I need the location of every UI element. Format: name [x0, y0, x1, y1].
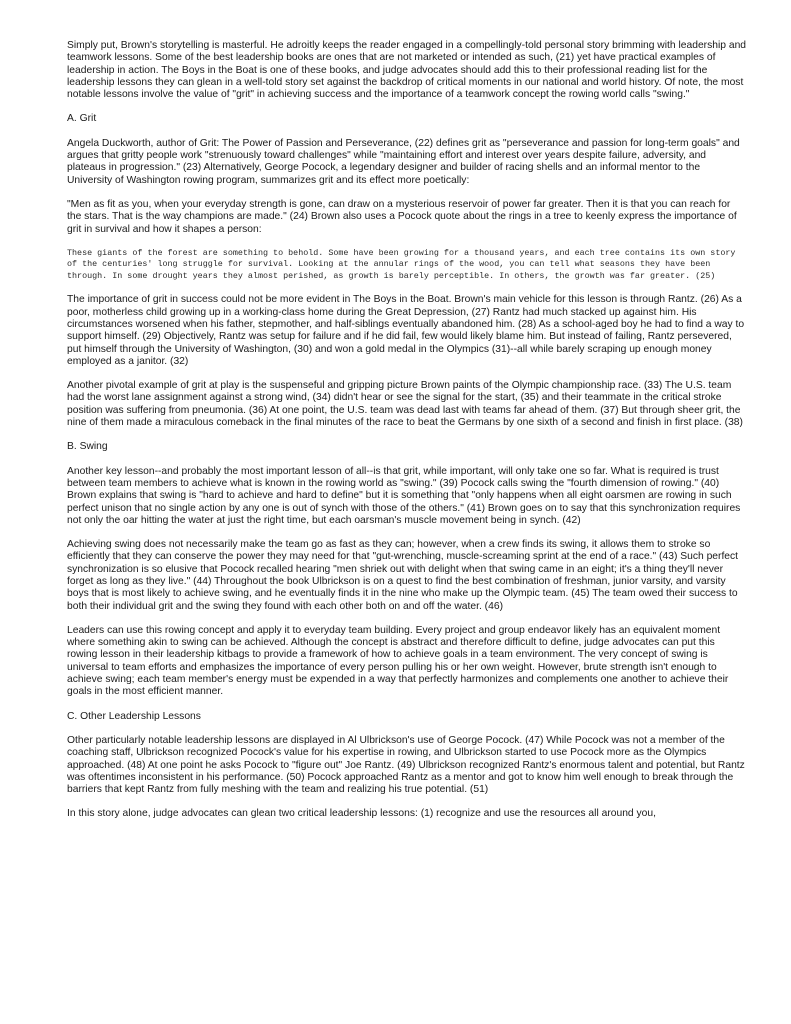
paragraph-rantz: The importance of grit in success could not be more evident in The Boys in the Boat. Brown's main vehicle for this lesson is through Rantz. (26) As a poor, motherless child growing up in a working-class home during the Great Depression, (27) Rantz had much stacked up against him. His circumstances worsened when his father, stepmother, and half-siblings eventually abandoned him. (28) As a school-aged boy he had to find a way to support himself. (29) Objectively, Rantz was setup for failure and if he did fail, few would likely blame him. But instead of failing, Rantz persevered, put himself through the University of Washington, (30) and won a gold medal in the Olympics (31)--all while barely scraping up enough money employed as a janitor. (32) — [67, 294, 745, 367]
document-page — [67, 40, 747, 833]
paragraph-critical-lessons: In this story alone, judge advocates can glean two critical leadership lessons: (1) recognize and use the resources all around you, — [67, 808, 656, 820]
block-quote-forest: These giants of the forest are something to behold. Some have been growing for a thousand years, and each tree contains its own story of the centuries' long struggle for survival. Looking at the annular rings of the wood, you can tell what seasons they have been through. In some drought years they almost perished, as growth is barely perceptible. In others, the growth was far greater. (25) — [67, 247, 736, 281]
paragraph-olympic-race: Another pivotal example of grit at play is the suspenseful and gripping picture Brown paints of the Olympic championship race. (33) The U.S. team had the worst lane assignment against a strong wind, (34) didn't hear or see the signal for the start, (35) and their teammate in the critical stroke position was suffering from pneumonia. (36) At one point, the U.S. team was dead last with teams far ahead of them. (37) But through sheer grit, the nine of them made a miraculous comeback in the final minutes of the race to beat the Germans by one sixth of a second and finish in first place. (38) — [67, 380, 743, 429]
section-heading-grit: A. Grit — [67, 113, 97, 125]
paragraph-intro: Simply put, Brown's storytelling is masterful. He adroitly keeps the reader engaged in a compellingly-told personal story brimming with leadership and teamwork lessons. Some of the best leadership books are ones that are not marketed or intended as such, (21) yet have practical examples of leadership in action. The Boys in the Boat is one of these books, and judge advocates should add this to their professional reading list for the leadership lessons they can glean in a well-told story set against the backdrop of critical moments in our national and world history. Of note, the most notable lessons involve the value of "grit" in achieving success and the importance of a teamwork concept the rowing world calls "swing." — [67, 40, 747, 101]
paragraph-ulbrickson-pocock: Other particularly notable leadership lessons are displayed in Al Ulbrickson's use of George Pocock. (47) While Pocock was not a member of the coaching staff, Ulbrickson recognized Pocock's value for his expertise in rowing, and Ulbrickson started to use Pocock more as the Olympics approached. (48) At one point he asks Pocock to "figure out" Joe Rantz. (49) Ulbrickson recognized Rantz's enormous talent and potential, but Rantz was oftentimes inconsistent in his performance. (50) Pocock approached Rantz as a mentor and got to know him well enough to break through the barriers that kept Rantz from fully meshing with the team and realizing his true potential. (51) — [67, 734, 745, 796]
paragraph-swing-efficiency: Achieving swing does not necessarily make the team go as fast as they can; however, when a crew finds its swing, it allows them to stroke so efficiently that they can conserve the power they may need for that "gut-wrenching, muscle-screaming sprint at the end of a race." (43) Such perfect synchronization is so elusive that Pocock recalled hearing "men shriek out with delight when that swing came in an eight; it's a thing they'll never forget as long as they live." (44) Throughout the book Ulbrickson is on a quest to find the best combination of freshman, junior varsity, and varsity boys that is most likely to achieve swing, and he eventually finds it in the nine who make up the Olympic team. (45) The team owed their success to both their individual grit and the swing they found with each other both on and off the water. (46) — [67, 539, 739, 612]
section-heading-other-lessons: C. Other Leadership Lessons — [67, 710, 201, 722]
paragraph-duckworth: Angela Duckworth, author of Grit: The Power of Passion and Perseverance, (22) defines grit as "perseverance and passion for long-term goals" and argues that gritty people work "strenuously toward challenges" while "maintaining effort and interest over years despite failure, adversity, and plateaus in progression." (23) Alternatively, George Pocock, a legendary designer and builder of racing shells and an informal mentor to the University of Washington rowing program, summarizes grit and its effect more poetically: — [67, 137, 740, 186]
paragraph-team-building: Leaders can use this rowing concept and apply it to everyday team building. Every project and group endeavor likely has an equivalent moment where something akin to swing can be achieved. Although the concept is abstract and therefore difficult to define, judge advocates can put this rowing lesson in their leadership kitbags to provide a framework of how to achieve goals in a team environment. The very concept of swing is universal to team efforts and emphasizes the importance of every person pulling his or her own weight. However, brute strength isn't enough to achieve swing; each team member's energy must be expended in a way that perfectly harmonizes and complements one another to achieve their goals in the most efficient manner. — [67, 624, 729, 698]
paragraph-swing-definition: Another key lesson--and probably the most important lesson of all--is that grit, while important, will only take one so far. What is required is trust between team members to achieve what is known in the rowing world as "swing." (39) Pocock calls swing the "fourth dimension of rowing." (40) Brown explains that swing is "hard to achieve and hard to define" but it is something that "only happens when all eight oarsmen are rowing in such perfect unison that no single action by any one is out of synch with those of the others." (41) Brown goes on to say that this synchronization requires not only the oar hitting the water at just the right time, but each oarsman's muscle movement being in synch. (42) — [67, 465, 741, 526]
section-heading-swing: B. Swing — [67, 441, 108, 453]
paragraph-pocock-quote: "Men as fit as you, when your everyday strength is gone, can draw on a mysterious reservoir of power far greater. Then it is that you can reach for the stars. That is the way champions are made." (24) Brown also uses a Pocock quote about the rings in a tree to keenly express the importance of grit in survival and how it shapes a person: — [67, 198, 737, 235]
